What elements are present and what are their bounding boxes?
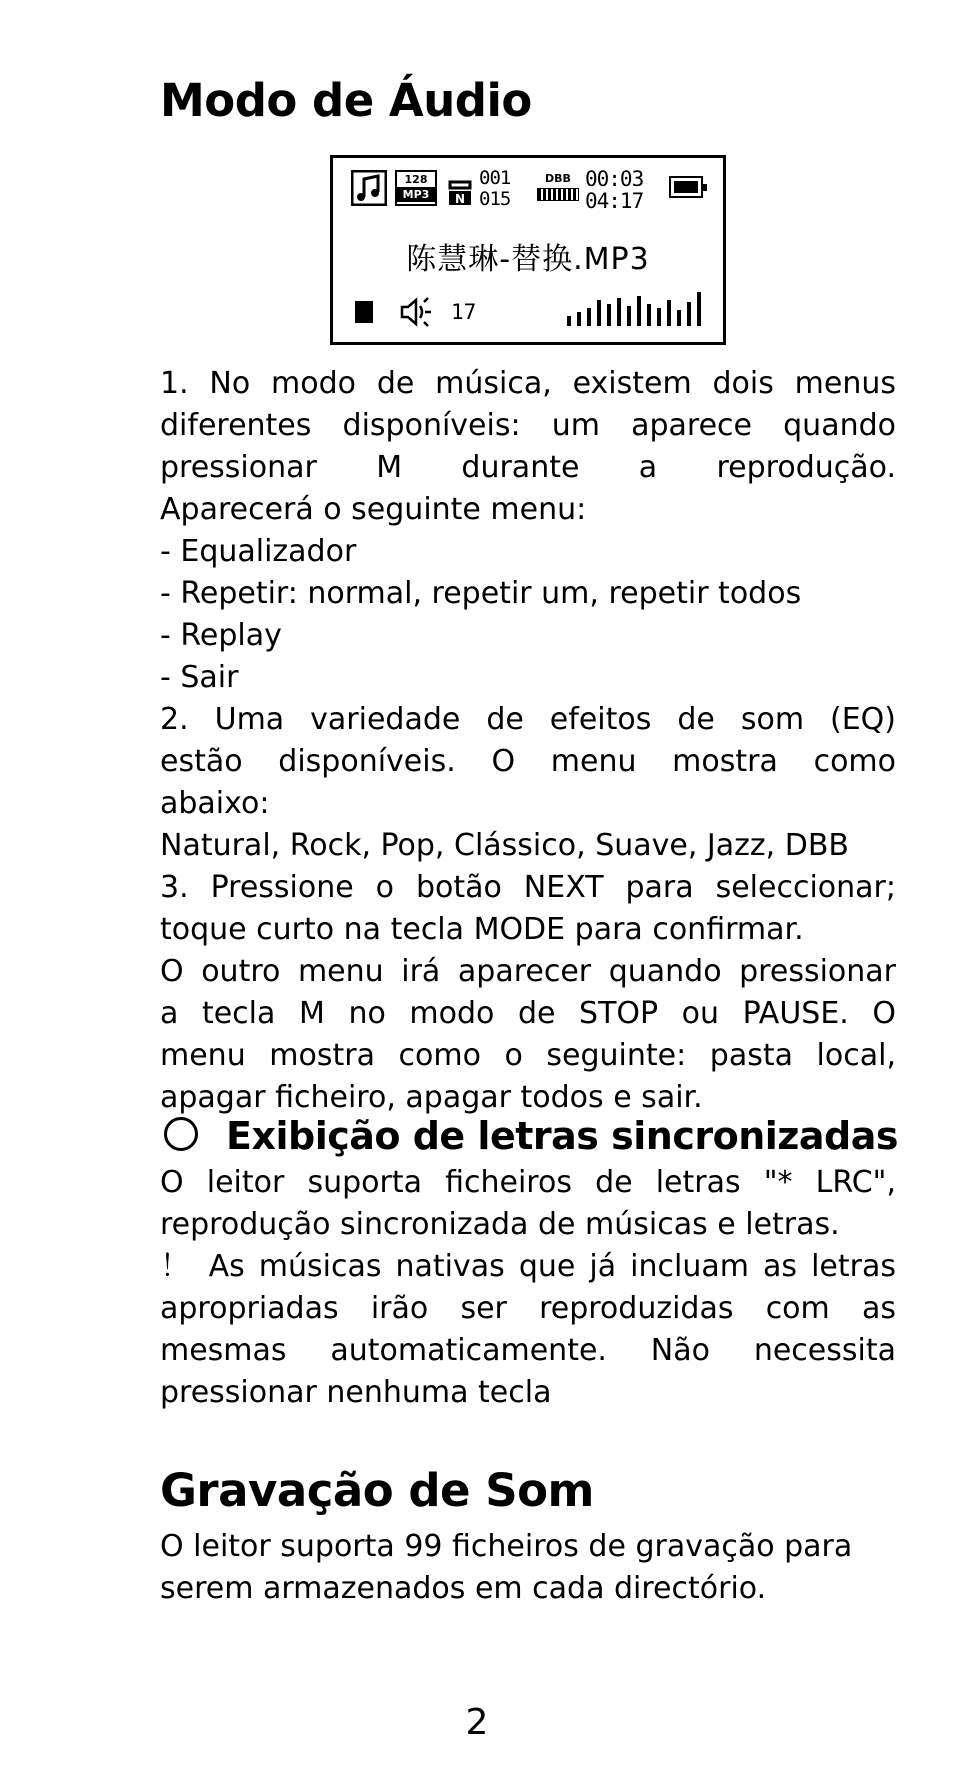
text-line: 3. Pressione o botão NEXT para seleccionar;: [160, 870, 896, 905]
folder-icon: [446, 176, 474, 206]
lcd-screen-illustration: [330, 155, 726, 345]
text-line: serem armazenados em cada directório.: [160, 1571, 767, 1606]
time-total: 04:17: [585, 189, 644, 213]
track-total: 015: [479, 188, 511, 210]
text-line: menu mostra como o seguinte: pasta local,: [160, 1038, 896, 1073]
text-line: a tecla M no modo de STOP ou PAUSE. O: [160, 996, 896, 1031]
text-line: apagar ficheiro, apagar todos e sair.: [160, 1080, 703, 1115]
stop-icon: [355, 301, 373, 323]
text-line: 2. Uma variedade de efeitos de som (EQ): [160, 702, 896, 737]
audio-mode-text: [160, 363, 896, 1119]
volume-level: 17: [451, 300, 477, 324]
text-line: O leitor suporta ficheiros de letras "* LRC",: [160, 1165, 896, 1200]
list-item: - Repetir: normal, repetir um, repetir todos: [160, 576, 802, 611]
text-line: Aparecerá o seguinte menu:: [160, 492, 587, 527]
subsection-title-text: Exibição de letras sincronizadas: [226, 1114, 898, 1158]
battery-icon: [669, 176, 703, 198]
text-line: abaixo:: [160, 786, 270, 821]
text-line: pressionar M durante a reprodução.: [160, 450, 896, 485]
song-title: 陈慧琳-替换.MP3: [406, 242, 650, 277]
bitrate-badge: [395, 170, 437, 206]
speaker-icon: [399, 296, 433, 328]
text-line: diferentes disponíveis: um aparece quando: [160, 408, 896, 443]
text-line: 1. No modo de música, existem dois menus: [160, 366, 896, 401]
bitrate-value: 128: [404, 173, 428, 186]
section-title-sound-recording: Gravação de Som: [160, 1464, 594, 1517]
spectrum-bars-icon: [565, 290, 709, 326]
time-elapsed: 00:03: [585, 167, 644, 191]
eq-indicator: [537, 172, 579, 201]
list-item: - Replay: [160, 618, 282, 653]
text-line: apropriadas irão ser reproduzidas com as: [160, 1291, 896, 1326]
circle-bullet-icon: [164, 1117, 198, 1151]
page-number: 2: [465, 1702, 489, 1743]
text-line: mesmas automaticamente. Não necessita: [160, 1333, 896, 1368]
text-line: Natural, Rock, Pop, Clássico, Suave, Jazz, DBB: [160, 828, 849, 863]
time-display: [585, 168, 643, 212]
text-line: reprodução sincronizada de músicas e letras.: [160, 1207, 840, 1242]
track-number: 001: [479, 167, 511, 189]
lyrics-text: [160, 1162, 896, 1414]
music-note-icon: [351, 170, 387, 206]
recording-text: [160, 1526, 896, 1610]
section-title-audio-mode: Modo de Áudio: [160, 74, 532, 127]
text-line: O outro menu irá aparecer quando pressionar: [160, 954, 896, 989]
list-item: - Sair: [160, 660, 239, 695]
eq-bar-icon: [537, 188, 579, 201]
format-label: MP3: [397, 187, 435, 202]
subsection-title-lyrics: [160, 1112, 896, 1160]
text-line: estão disponíveis. O menu mostra como: [160, 744, 896, 779]
list-item: - Equalizador: [160, 534, 357, 569]
text-line: toque curto na tecla MODE para confirmar.: [160, 912, 804, 947]
text-line: ！ As músicas nativas que já incluam as letras: [160, 1249, 896, 1284]
text-line: O leitor suporta 99 ficheiros de gravação para: [160, 1529, 853, 1564]
text-line: pressionar nenhuma tecla: [160, 1375, 552, 1410]
track-counter: [479, 168, 510, 210]
eq-label: DBB: [545, 172, 571, 185]
folder-badge: N: [454, 192, 466, 206]
